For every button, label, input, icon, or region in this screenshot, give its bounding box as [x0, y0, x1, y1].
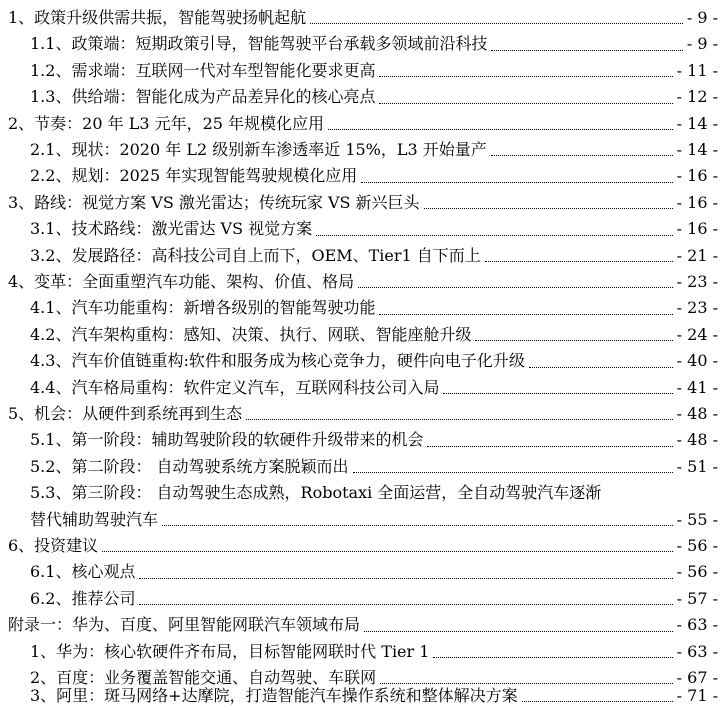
toc-entry-page: - 48 - — [676, 430, 718, 450]
toc-entry-page: - 9 - — [686, 34, 718, 54]
toc-entry-title: 5、机会：从硬件到系统再到生态 — [8, 404, 243, 423]
dot-leader — [162, 525, 673, 526]
dot-leader — [491, 50, 682, 51]
toc-entry-page: - 16 - — [676, 192, 718, 212]
toc-entry[interactable] — [0, 480, 718, 533]
dot-leader — [443, 393, 672, 394]
dot-leader — [358, 287, 672, 288]
toc-entry-page: - 9 - — [686, 8, 718, 27]
toc-entry-title: 2.1、现状：2020 年 L2 级别新车渗透率近 15%，L3 开始量产 — [30, 140, 487, 159]
toc-entry-page: - 41 - — [676, 377, 718, 397]
toc-entry-title: 4.4、汽车格局重构：软件定义汽车，互联网科技公司入局 — [30, 377, 440, 397]
toc-entry[interactable] — [0, 454, 718, 480]
toc-entry[interactable] — [0, 295, 718, 321]
toc-entry[interactable] — [0, 190, 718, 216]
toc-entry-title: 6、投资建议 — [8, 536, 99, 555]
toc-entry[interactable] — [0, 559, 718, 585]
toc-entry[interactable] — [0, 137, 718, 163]
dot-leader — [310, 23, 683, 24]
dot-leader — [529, 367, 673, 368]
toc-entry-title-cont: 替代辅助驾驶汽车 — [30, 509, 159, 529]
toc-entry-title: 5.1、第一阶段：辅助驾驶阶段的软硬件升级带来的机会 — [30, 430, 424, 450]
toc-entry-page: - 71 - — [676, 686, 718, 705]
toc-entry-page: - 51 - — [676, 456, 718, 476]
toc-entry-title: 1、政策升级供需共振，智能驾驶扬帆起航 — [8, 8, 307, 27]
toc-entry[interactable] — [0, 401, 718, 427]
toc-entry-title: 2、百度：业务覆盖智能交通、自动驾驶、车联网 — [30, 668, 377, 687]
toc-entry-title: 2.2、规划：2025 年实现智能驾驶规模化应用 — [30, 166, 358, 186]
toc-entry-title: 4.2、汽车架构重构：感知、决策、执行、网联、智能座舱升级 — [30, 324, 472, 344]
dot-leader — [246, 419, 672, 420]
toc-entry-continuation — [30, 507, 718, 533]
dot-leader — [433, 657, 672, 658]
dot-leader — [379, 314, 672, 315]
dot-leader — [427, 446, 672, 447]
toc-entry-page: - 14 - — [676, 140, 718, 159]
dot-leader — [316, 235, 673, 236]
toc-entry[interactable] — [0, 375, 718, 401]
toc-entry[interactable] — [0, 427, 718, 453]
toc-entry-title: 4.1、汽车功能重构：新增各级别的智能驾驶功能 — [30, 298, 376, 318]
toc-entry-page: - 24 - — [676, 324, 718, 344]
toc-entry-page: - 56 - — [676, 562, 718, 582]
toc-entry-page: - 23 - — [676, 298, 718, 318]
toc-entry-page: - 11 - — [676, 60, 718, 80]
dot-leader — [379, 103, 672, 104]
toc-entry-page: - 12 - — [676, 87, 718, 107]
dot-leader — [522, 701, 673, 702]
toc-entry-title: 1.2、需求端：互联网一代对车型智能化要求更高 — [30, 60, 376, 80]
toc-entry-page: - 67 - — [676, 668, 718, 687]
dot-leader — [139, 604, 672, 605]
toc-entry[interactable] — [0, 163, 718, 189]
toc-entry[interactable] — [0, 322, 718, 348]
toc-entry[interactable] — [0, 5, 718, 31]
toc-entry[interactable] — [0, 31, 718, 57]
toc-entry[interactable] — [0, 243, 718, 269]
toc-entry-page: - 48 - — [676, 404, 718, 423]
toc-entry[interactable] — [0, 586, 718, 612]
toc-entry-page: - 14 - — [676, 113, 718, 133]
toc-entry-title: 3.2、发展路径：高科技公司自上而下，OEM、Tier1 自下而上 — [30, 245, 481, 265]
toc-entry[interactable] — [0, 639, 718, 665]
toc-entry[interactable] — [0, 269, 718, 295]
toc-entry-page: - 16 - — [676, 166, 718, 186]
dot-leader — [361, 182, 672, 183]
toc-entry[interactable] — [0, 612, 718, 638]
toc-entry-page: - 16 - — [676, 219, 718, 239]
toc-entry[interactable] — [0, 84, 718, 110]
dot-leader — [485, 261, 673, 262]
toc-entry-title: 4、变革：全面重塑汽车功能、架构、价值、格局 — [8, 272, 355, 291]
toc-entry-title: 6.1、核心观点 — [30, 562, 136, 582]
toc-entry-page: - 21 - — [676, 245, 718, 265]
toc-entry-title: 5.2、第二阶段： 自动驾驶系统方案脱颖而出 — [30, 456, 349, 476]
toc-entry-title: 1.3、供给端：智能化成为产品差异化的核心亮点 — [30, 87, 376, 107]
dot-leader — [328, 129, 673, 130]
dot-leader — [364, 631, 673, 632]
toc-entry-title: 6.2、推荐公司 — [30, 588, 136, 608]
toc-entry-page: - 63 - — [676, 641, 718, 661]
toc-entry-title: 3.1、技术路线：激光雷达 VS 视觉方案 — [30, 219, 313, 239]
toc-entry-title: 1、华为：核心软硬件齐布局，目标智能网联时代 Tier 1 — [30, 641, 430, 661]
toc-entry-title: 2、节奏：20 年 L3 元年，25 年规模化应用 — [8, 113, 325, 133]
toc-entry[interactable] — [0, 58, 718, 84]
dot-leader — [102, 551, 672, 552]
toc-entry-page: - 56 - — [676, 536, 718, 555]
dot-leader — [491, 155, 673, 156]
toc-entry[interactable] — [0, 111, 718, 137]
toc-entry[interactable] — [0, 216, 718, 242]
toc-entry-page: - 23 - — [676, 272, 718, 291]
toc-entry-title: 1.1、政策端：短期政策引导，智能驾驶平台承载多领域前沿科技 — [30, 34, 488, 54]
dot-leader — [353, 472, 673, 473]
toc-entry-title: 4.3、汽车价值链重构:软件和服务成为核心竞争力，硬件向电子化升级 — [30, 351, 525, 371]
dot-leader — [379, 76, 672, 77]
toc-entry-title: 3、阿里：斑马网络+达摩院，打造智能汽车操作系统和整体解决方案 — [30, 686, 518, 705]
toc-entry[interactable] — [0, 348, 718, 374]
toc-entry-page: - 63 - — [676, 615, 718, 635]
toc-entry[interactable] — [0, 683, 718, 709]
dot-leader — [139, 578, 672, 579]
toc-entry-page: - 57 - — [676, 588, 718, 608]
toc-entry-title: 附录一：华为、百度、阿里智能网联汽车领域布局 — [8, 615, 361, 635]
toc-entry[interactable] — [0, 533, 718, 559]
dot-leader — [475, 340, 672, 341]
dot-leader — [424, 208, 673, 209]
toc-entry-page: - 55 - — [676, 509, 718, 529]
toc-entry-title: 5.3、第三阶段： 自动驾驶生态成熟，Robotaxi 全面运营，全自动驾驶汽车逐渐 — [30, 483, 602, 503]
toc-entry-title: 3、路线：视觉方案 VS 激光雷达；传统玩家 VS 新兴巨头 — [8, 192, 420, 212]
toc-entry-page: - 40 - — [676, 351, 718, 371]
